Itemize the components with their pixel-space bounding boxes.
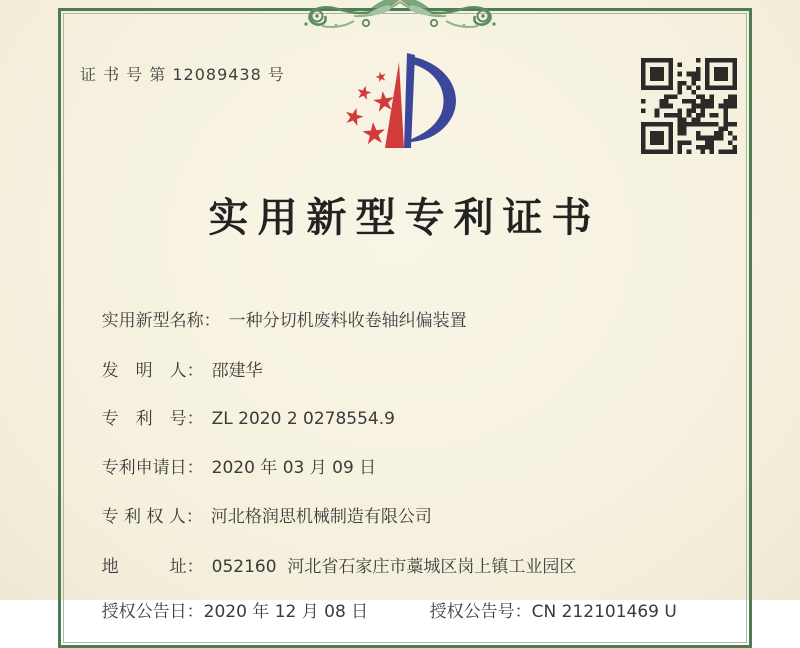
field-row-grant-date	[80, 577, 368, 642]
field-label: 实用新型名称：	[101, 311, 221, 331]
field-value: 052160 河北省石家庄市藁城区岗上镇工业园区	[211, 557, 577, 577]
qr-code	[638, 58, 740, 154]
field-label: 发 明 人：	[101, 361, 204, 381]
field-value: 一种分切机废料收卷轴纠偏装置	[228, 311, 467, 331]
field-label: 专 利 号：	[101, 409, 204, 429]
field-value: 2020 年 03 月 09 日	[211, 458, 377, 478]
cnipa-patent-logo-icon	[340, 45, 470, 165]
certificate-title: 实用新型专利证书	[208, 195, 601, 240]
field-label: 专利申请日：	[101, 458, 204, 478]
green-flourish-ornament	[270, 0, 530, 30]
field-value: 邵建华	[211, 361, 263, 381]
field-value: ZL 2020 2 0278554.9	[211, 409, 395, 429]
field-label: 专 利 权 人：	[101, 507, 203, 527]
field-value: 河北格润思机械制造有限公司	[210, 507, 432, 527]
certificate-number: 证 书 号 第 12089438 号	[80, 65, 285, 84]
field-label: 授权公告日：	[101, 602, 204, 622]
field-value: CN 212101469 U	[531, 602, 677, 622]
field-label: 授权公告号：	[429, 602, 532, 622]
field-value: 2020 年 12 月 08 日	[203, 602, 369, 622]
field-row-grant-number	[408, 577, 677, 642]
field-label: 地 址：	[101, 557, 204, 577]
